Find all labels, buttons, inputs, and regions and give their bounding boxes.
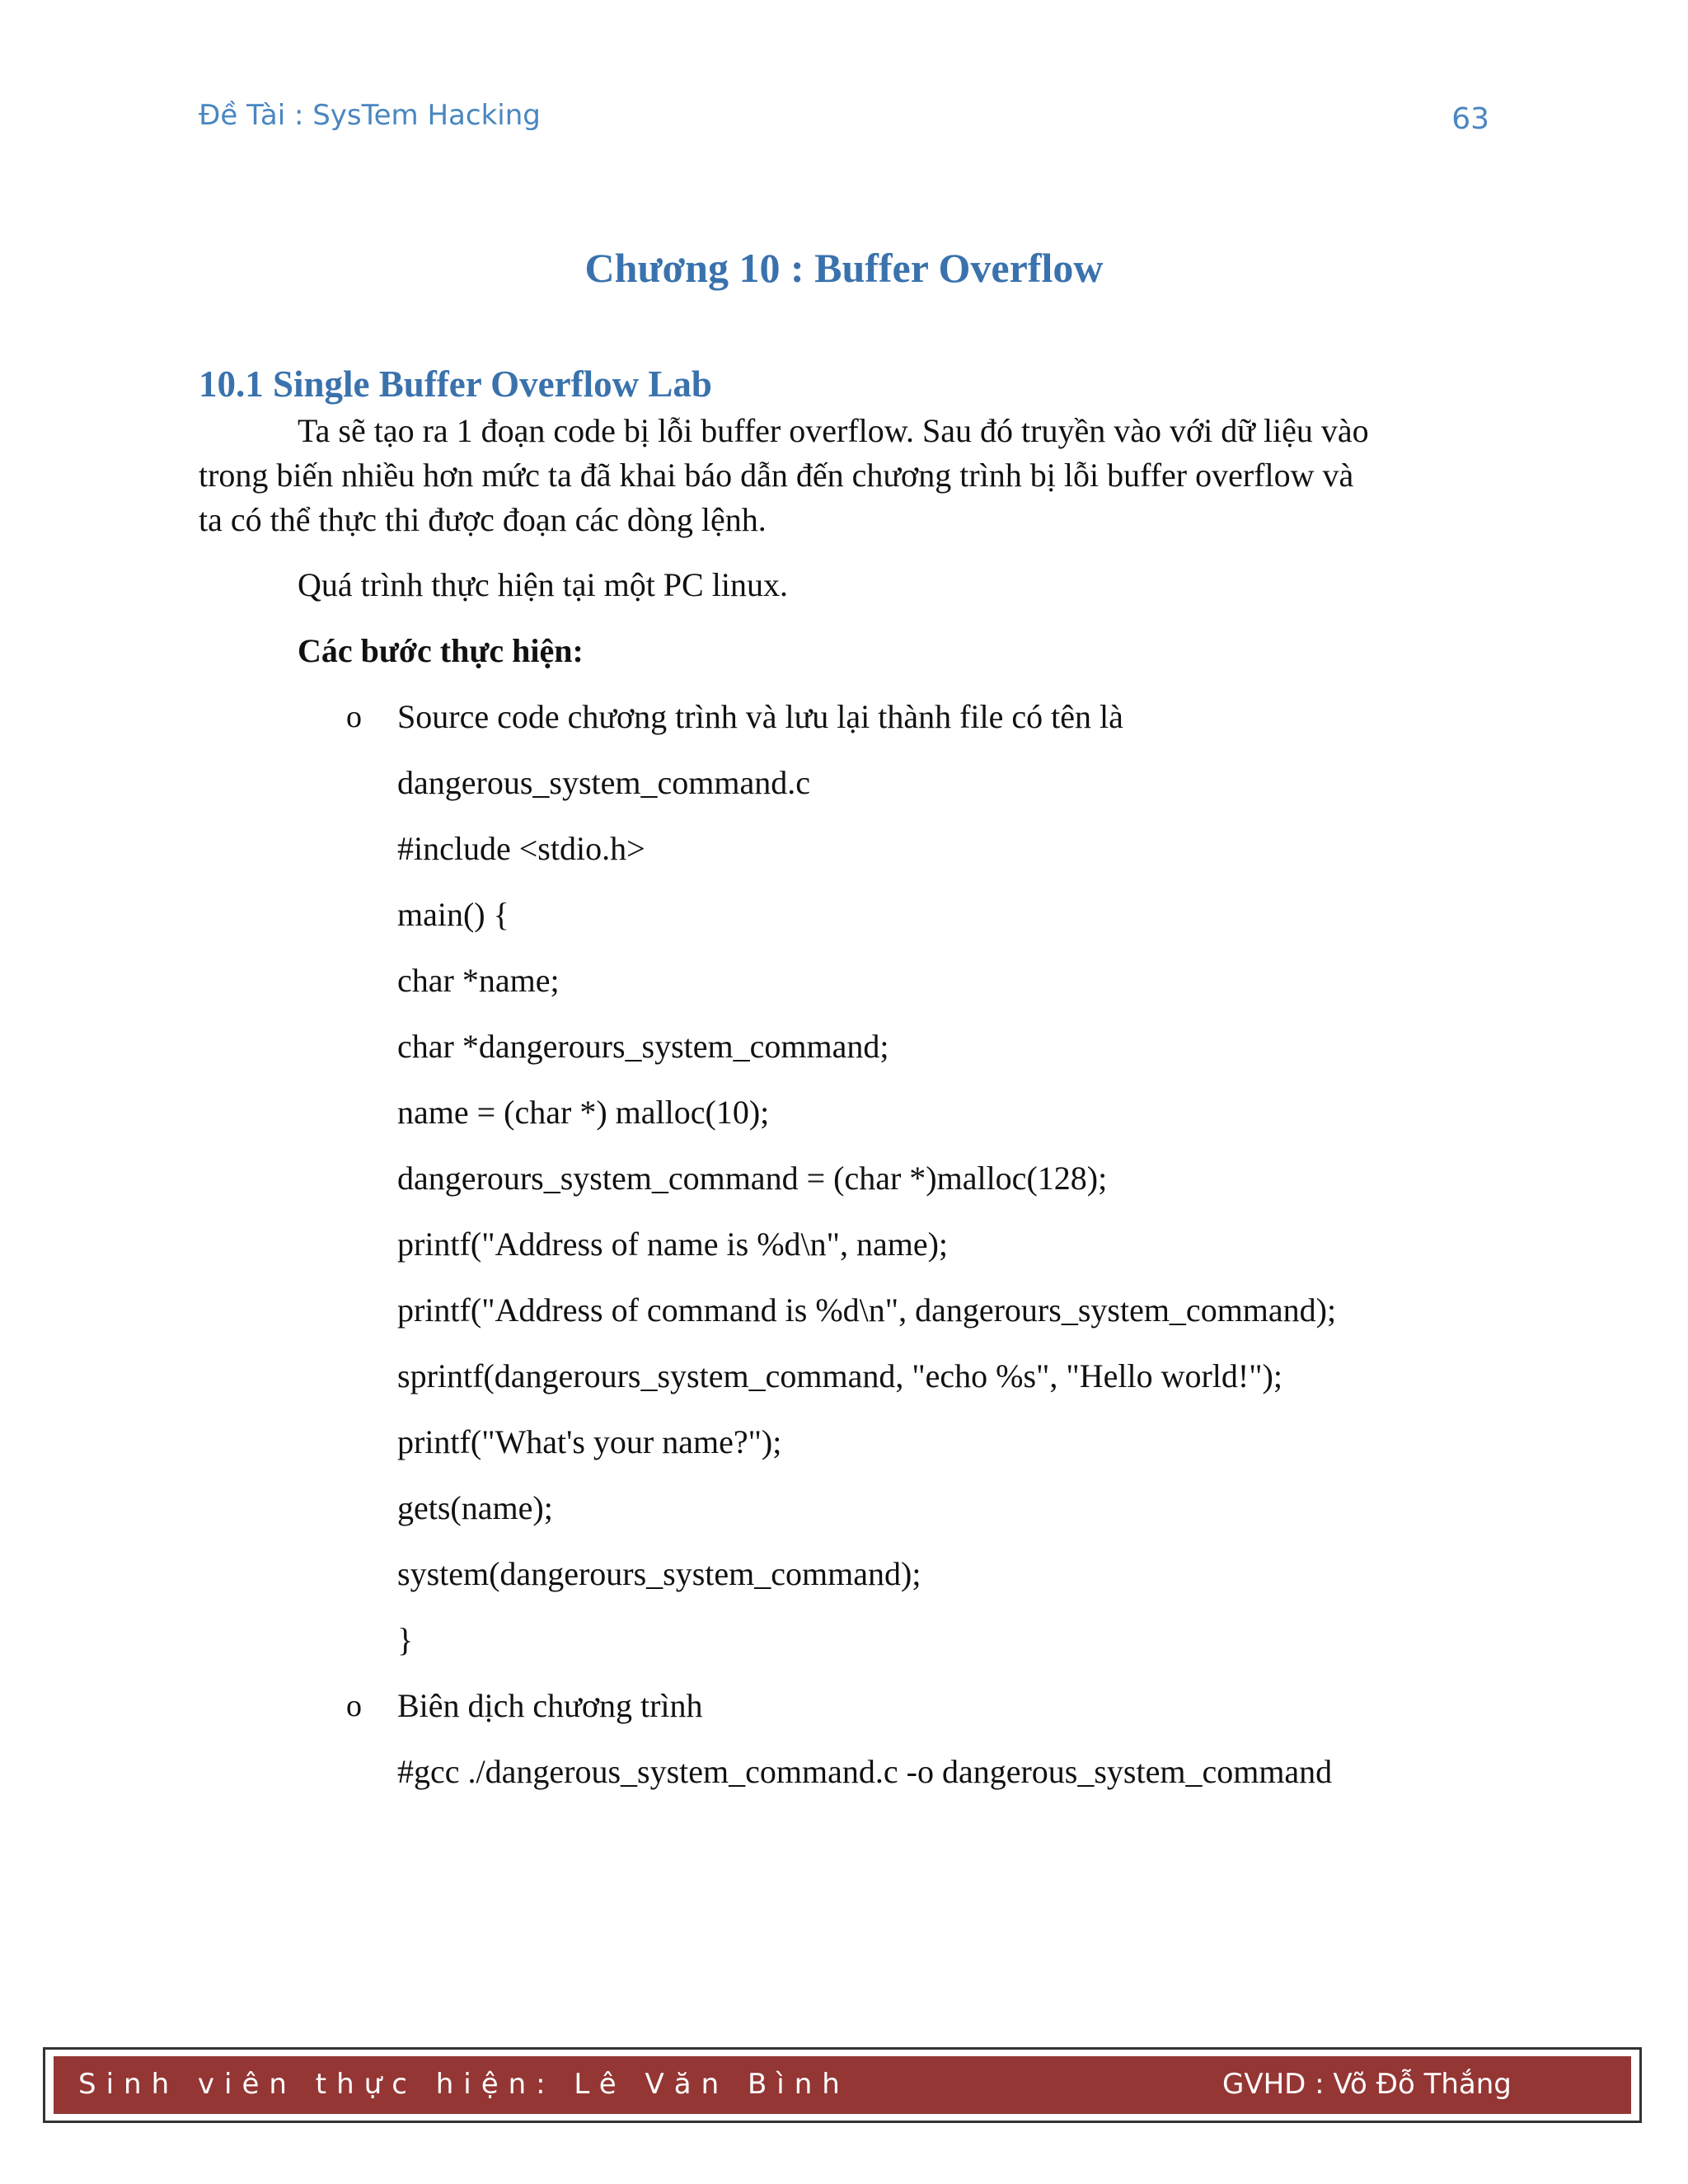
footer-student: Sinh viên thực hiện: Lê Văn Bình: [78, 2068, 850, 2101]
code-line: }: [397, 1621, 414, 1658]
code-line: char *name;: [397, 962, 560, 999]
platform-note: Quá trình thực hiện tại một PC linux.: [298, 566, 788, 603]
code-line: printf("What's your name?");: [397, 1423, 782, 1460]
code-line: printf("Address of command is %d\n", dangerours_system_command);: [397, 1291, 1337, 1329]
bullet-marker: o: [346, 700, 362, 734]
chapter-title: Chương 10 : Buffer Overflow: [584, 245, 1104, 291]
bullet-marker: o: [346, 1689, 362, 1723]
page-header: [199, 99, 1489, 140]
footer-advisor: GVHD : Võ Đỗ Thắng: [1222, 2068, 1512, 2101]
code-line: main() {: [397, 896, 509, 933]
code-line: #include <stdio.h>: [397, 830, 645, 867]
intro-line: Ta sẽ tạo ra 1 đoạn code bị lỗi buffer overflow. Sau đó truyền vào với dữ liệu vào: [298, 412, 1369, 449]
page-footer: [43, 2047, 1642, 2123]
page-number: 63: [1451, 102, 1489, 136]
code-line: dangerous_system_command.c: [397, 764, 810, 801]
section-title: 10.1 Single Buffer Overflow Lab: [199, 363, 712, 405]
code-line: system(dangerours_system_command);: [397, 1555, 921, 1592]
code-line: dangerours_system_command = (char *)malloc(128);: [397, 1160, 1108, 1197]
code-line: #gcc ./dangerous_system_command.c -o dangerous_system_command: [397, 1753, 1333, 1790]
intro-line: ta có thể thực thi được đoạn các dòng lệnh.: [199, 501, 767, 538]
intro-line: trong biến nhiều hơn mức ta đã khai báo dẫn đến chương trình bị lỗi buffer overflow và: [199, 457, 1354, 494]
code-line: char *dangerours_system_command;: [397, 1028, 889, 1065]
code-line: printf("Address of name is %d\n", name);: [397, 1226, 949, 1263]
step-label: Biên dịch chương trình: [397, 1687, 703, 1724]
intro-paragraph: [199, 409, 1484, 542]
footer-bar: [54, 2056, 1631, 2114]
code-line: sprintf(dangerours_system_command, "echo %s", "Hello world!");: [397, 1357, 1282, 1394]
code-line: name = (char *) malloc(10);: [397, 1094, 770, 1131]
code-line: gets(name);: [397, 1489, 553, 1526]
steps-heading: Các bước thực hiện:: [298, 632, 584, 669]
document-title: Đề Tài : SysTem Hacking: [199, 99, 541, 132]
step-label: Source code chương trình và lưu lại thành file có tên là: [397, 698, 1123, 735]
